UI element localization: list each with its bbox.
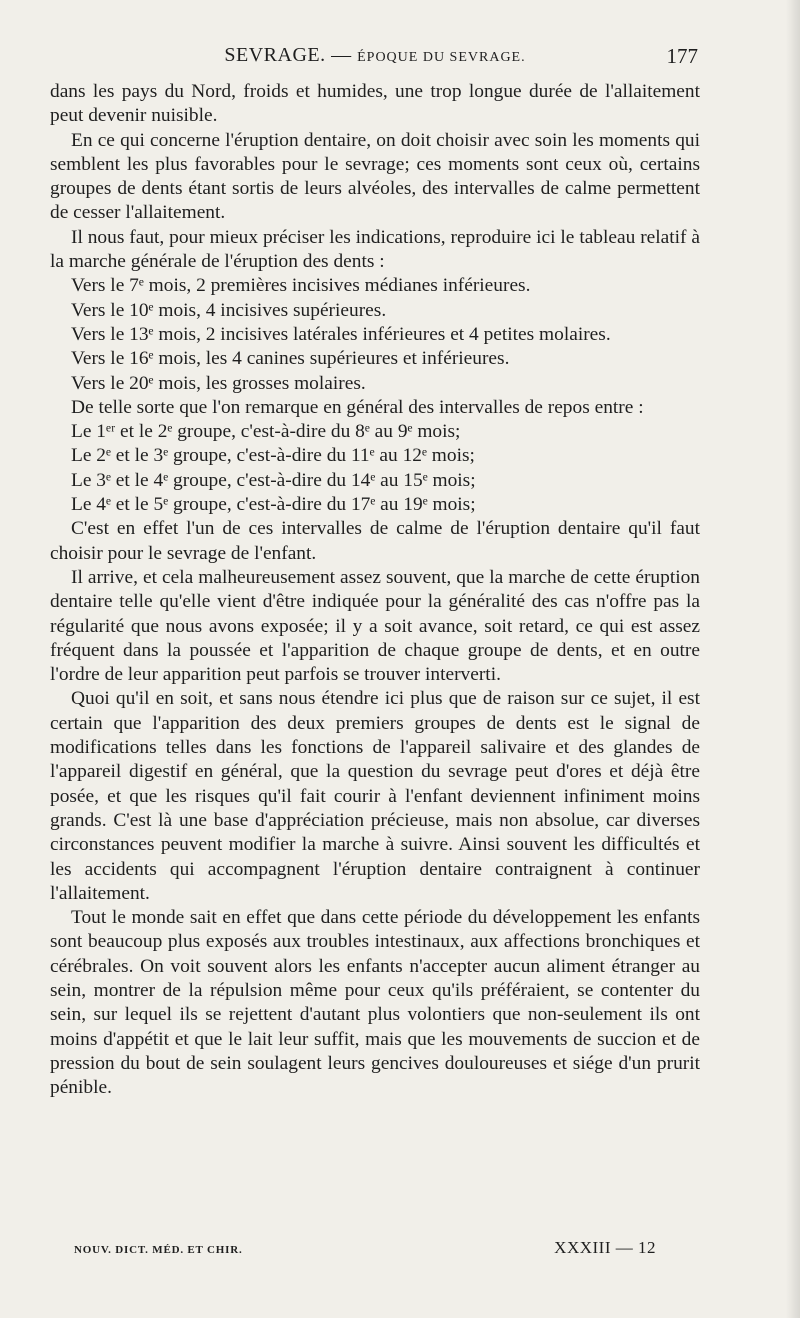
rest-interval-row: Le 2ᵉ et le 3ᵉ groupe, c'est-à-dire du 11ᵉ au 12ᵉ mois; [71, 445, 475, 467]
rest-interval-row: Le 3ᵉ et le 4ᵉ groupe, c'est-à-dire du 14ᵉ au 15ᵉ mois; [71, 469, 476, 491]
rest-interval-row: Le 1ᵉʳ et le 2ᵉ groupe, c'est-à-dire du 8ᵉ au 9ᵉ mois; [71, 421, 461, 443]
running-title [50, 44, 700, 67]
rest-interval-row: Le 4ᵉ et le 5ᵉ groupe, c'est-à-dire du 17ᵉ au 19ᵉ mois; [71, 494, 476, 516]
paragraph: C'est en effet l'un de ces intervalles de calme de l'éruption dentaire qu'il faut choisir pour le sevrage de l'enfant. [50, 518, 700, 564]
paragraph: Tout le monde sait en effet que dans cette période du développement les enfants sont beaucoup plus exposés aux troubles intestinaux, aux affections bronchiques et cérébrales. On voit souvent alors les enfants n'accepter aucun aliment étranger au sein, montrer de la répulsion même pour ceux qu'ils préféraient, se contenter du sein, sur lequel ils se rejettent d'autant plus volontiers que non-seulement ils ont moins d'appétit et que le lait leur suffit, mais que les mouvements de succion et de pression du bout de sein soulagent leurs gencives douloureuses et siége d'un prurit pénible. [50, 907, 700, 1099]
page-number: 177 [666, 44, 698, 68]
eruption-table-row: Vers le 7ᵉ mois, 2 premières incisives médianes inférieures. [71, 275, 531, 297]
paragraph: Il nous faut, pour mieux préciser les indications, reproduire ici le tableau relatif à la marche générale de l'éruption des dents : [50, 226, 700, 273]
body-text [50, 80, 700, 1100]
running-title-small: ÉPOQUE DU SEVRAGE. [357, 50, 526, 65]
footer-signature: NOUV. DICT. MÉD. ET CHIR. [74, 1244, 243, 1256]
paragraph: De telle sorte que l'on remarque en général des intervalles de repos entre : [71, 396, 644, 418]
paragraph: Il arrive, et cela malheureusement assez souvent, que la marche de cette éruption dentaire telle qu'elle vient d'être indiquée pour la généralité des cas n'offre pas la régularité que nous avons exposée; il y a soit avance, soit retard, ce qui est assez fréquent dans la poussée et l'apparition de chaque groupe de dents, et en outre l'ordre de leur apparition peut parfois se trouver interverti. [50, 566, 700, 686]
page-edge-shadow [786, 0, 800, 1318]
eruption-table-row: Vers le 20ᵉ mois, les grosses molaires. [71, 372, 366, 394]
paragraph: dans les pays du Nord, froids et humides, une trop longue durée de l'allaitement peut devenir nuisible. [50, 81, 700, 127]
running-title-main: SEVRAGE. — [224, 44, 352, 66]
running-header [50, 44, 700, 78]
footer-volume-mark: XXXIII — 12 [554, 1238, 656, 1257]
paragraph: En ce qui concerne l'éruption dentaire, on doit choisir avec soin les moments qui semblent les plus favorables pour le sevrage; ces moments sont ceux où, certains groupes de dents étant sortis de leurs alvéoles, des intervalles de calme permettent de cesser l'allaitement. [50, 129, 700, 224]
page-footer [74, 1238, 664, 1262]
eruption-table-row: Vers le 10ᵉ mois, 4 incisives supérieures. [71, 299, 387, 321]
paragraph: Quoi qu'il en soit, et sans nous étendre ici plus que de raison sur ce sujet, il est certain que l'apparition des deux premiers groupes de dents est le signal de modifications telles dans les fonctions de l'appareil salivaire et des glandes de l'appareil digestif en général, que la question du sevrage peut d'ores et déjà être posée, et que les risques qu'il fait courir à l'enfant deviennent infiniment moins grands. C'est là une base d'appréciation précieuse, mais non absolue, car diverses circonstances peuvent modifier la marche à suivre. Ainsi souvent les difficultés et les accidents qui accompagnent l'éruption dentaire contraignent à continuer l'allaitement. [50, 688, 700, 904]
eruption-table-row: Vers le 13ᵉ mois, 2 incisives latérales inférieures et 4 petites molaires. [71, 323, 611, 345]
eruption-table-row: Vers le 16ᵉ mois, les 4 canines supérieures et inférieures. [71, 348, 510, 370]
